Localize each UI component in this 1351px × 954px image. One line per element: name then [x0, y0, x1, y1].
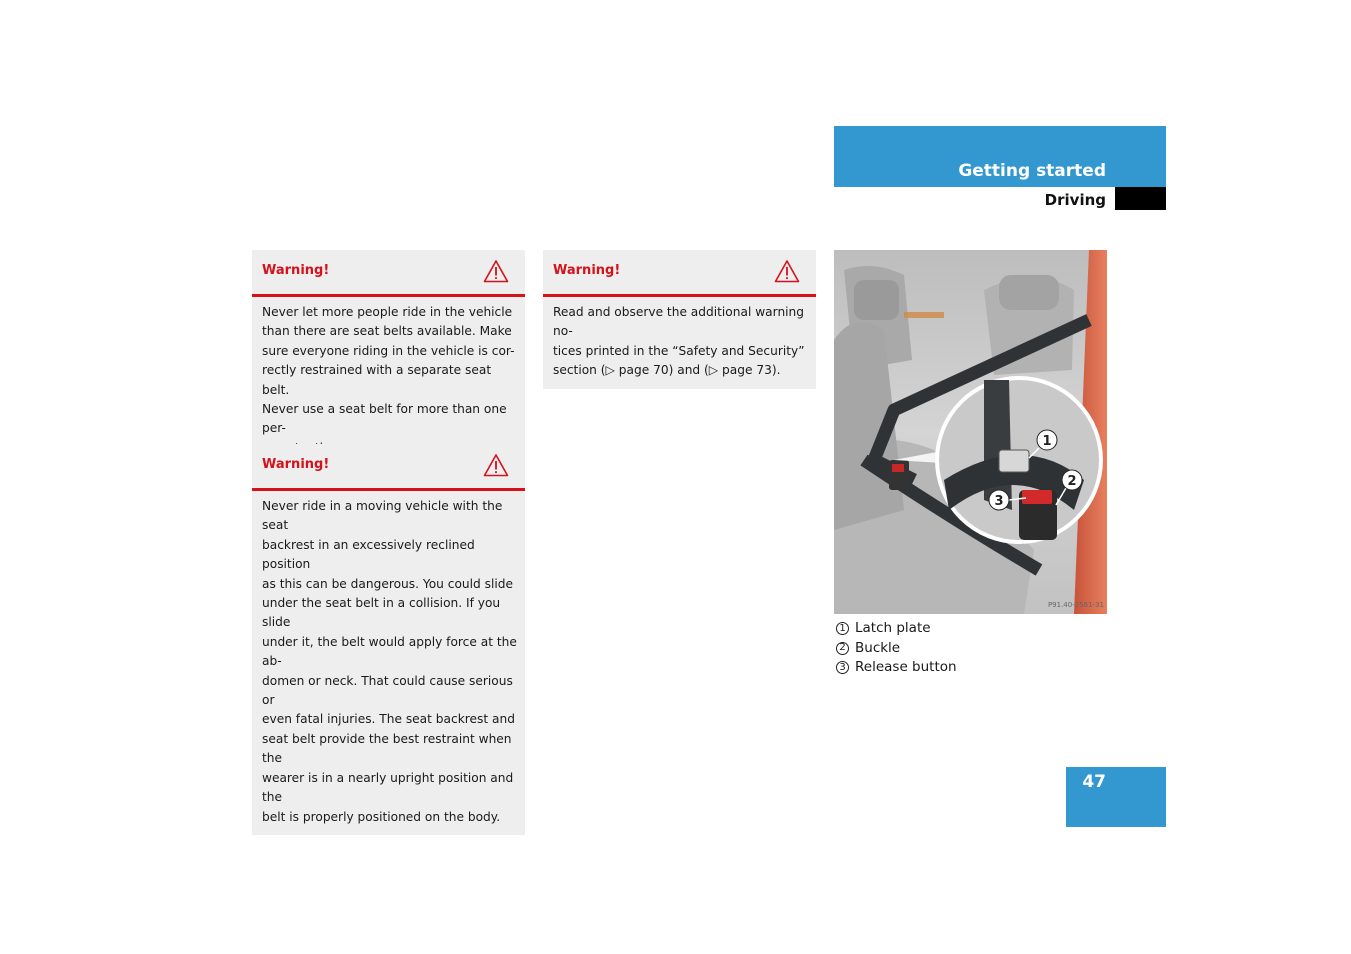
figure-legend [834, 619, 1107, 678]
warning-box-additional [543, 250, 816, 389]
seat-belt-illustration [834, 250, 1107, 614]
legend-label: Buckle [855, 639, 901, 656]
svg-text:2: 2 [1067, 474, 1077, 489]
legend-item-latch-plate [834, 619, 1107, 639]
svg-text:1: 1 [1042, 434, 1052, 449]
seat-belt-photo [834, 250, 1107, 614]
legend-item-release-button [834, 658, 1107, 678]
section-title: Getting started [958, 161, 1106, 181]
legend-label: Release button [855, 659, 957, 675]
warning-triangle-icon [774, 259, 800, 283]
warning-box-passengers [252, 250, 525, 466]
warning-triangle-icon [483, 259, 509, 283]
legend-number: 3 [836, 661, 849, 674]
legend-number: 1 [836, 622, 849, 635]
warning-title: Warning! [262, 263, 330, 278]
warning-header [252, 250, 525, 297]
page-number: 47 [1082, 772, 1106, 792]
warning-box-reclined-seat [252, 444, 525, 835]
warning-title: Warning! [553, 263, 621, 278]
legend-label: Latch plate [855, 620, 931, 636]
warning-text: Never ride in a moving vehicle with the seat backrest in an excessively reclined position as this can be dangerous. You could slide under the seat belt in a collision. If you slide under it, the belt would apply force at the ab- domen or neck. That could cause serious or even fatal injuries. The seat backrest and seat belt provide the best restraint when the wearer is in a nearly upright position and the belt is properly positioned on the body. [262, 499, 517, 824]
figure-code: P91.40-2561-31 [1047, 601, 1104, 609]
warning-triangle-icon [483, 453, 509, 477]
warning-text: Never let more people ride in the vehicle than there are seat belts available. Make sure everyone riding in the vehicle is cor- rectly restrained with a separate seat belt. Never use a seat belt for more than one per- [262, 305, 515, 436]
warning-title: Warning! [262, 457, 330, 472]
warning-text: Read and observe the additional warning no- tices printed in the “Safety and Security” section (▷ page 70) and (▷ page 73). [553, 305, 805, 378]
warning-header [543, 250, 816, 297]
svg-text:3: 3 [994, 494, 1004, 509]
subsection-marker [1115, 187, 1166, 210]
warning-header [252, 444, 525, 491]
subsection-title: Driving [1044, 191, 1106, 209]
chapter-header [834, 126, 1166, 187]
page-number-block [1066, 767, 1166, 827]
legend-number: 2 [836, 642, 849, 655]
legend-item-buckle [834, 639, 1107, 659]
subsection-header [834, 187, 1166, 210]
